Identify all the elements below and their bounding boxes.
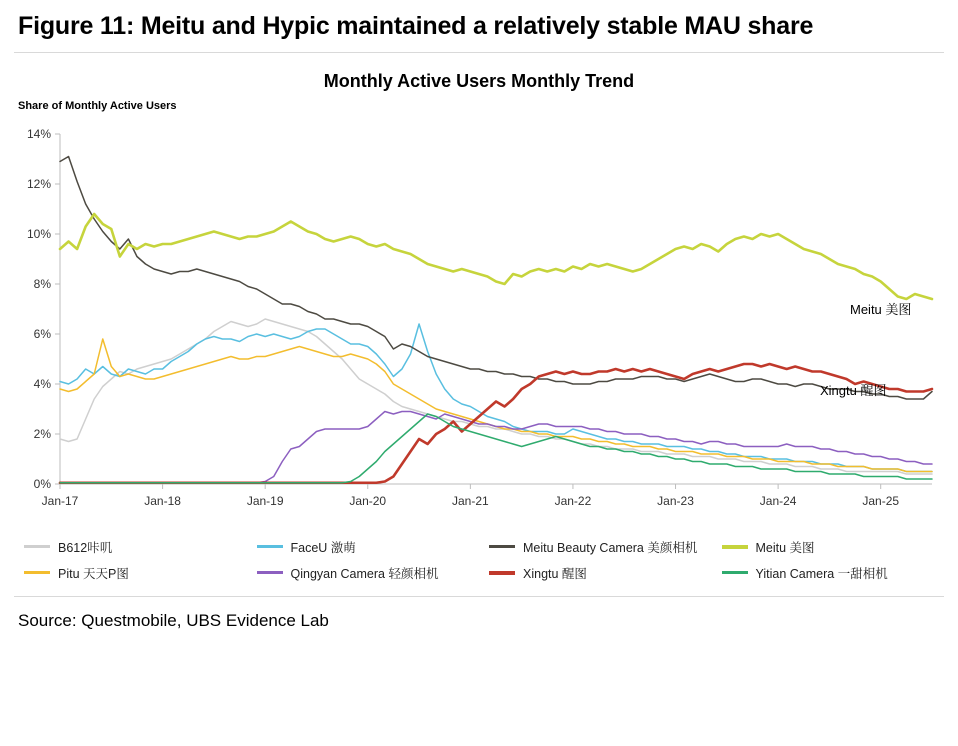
legend-label: Yitian Camera 一甜相机 <box>755 566 888 581</box>
legend-item[interactable] <box>257 538 490 556</box>
legend-label: Meitu 美图 <box>755 540 815 555</box>
series-line <box>60 324 932 472</box>
legend-swatch <box>489 545 515 548</box>
source-divider <box>14 596 944 597</box>
series-line <box>60 364 932 483</box>
x-tick-label: Jan-20 <box>349 493 387 508</box>
legend-swatch <box>257 571 283 574</box>
x-tick-label: Jan-17 <box>41 493 79 508</box>
legend-item[interactable] <box>489 538 722 556</box>
y-tick-label: 10% <box>26 226 51 241</box>
series-line <box>60 339 932 472</box>
chart-title: Monthly Active Users Monthly Trend <box>323 70 635 91</box>
x-tick-label: Jan-21 <box>452 493 489 508</box>
plot-area <box>14 116 944 536</box>
legend-label: Qingyan Camera 轻颜相机 <box>290 566 439 581</box>
y-tick-label: 4% <box>33 376 51 391</box>
legend-item[interactable] <box>24 538 257 556</box>
source-note: Source: Questmobile, UBS Evidence Lab <box>18 610 329 630</box>
series-line <box>60 156 932 399</box>
legend-label: Xingtu 醒图 <box>523 566 587 581</box>
x-tick-label: Jan-22 <box>554 493 592 508</box>
title-divider <box>14 52 944 53</box>
y-tick-label: 6% <box>33 326 51 341</box>
legend-swatch <box>257 545 283 548</box>
y-tick-label: 2% <box>33 426 51 441</box>
legend-label: Pitu 天天P图 <box>58 566 129 581</box>
y-tick-label: 14% <box>26 126 51 141</box>
legend-swatch <box>489 571 515 575</box>
y-tick-label: 0% <box>33 476 51 491</box>
legend-swatch <box>24 571 50 574</box>
x-tick-label: Jan-23 <box>657 493 694 508</box>
legend-item[interactable] <box>722 538 955 556</box>
legend-label: Meitu Beauty Camera 美颜相机 <box>523 540 698 555</box>
legend-item[interactable] <box>257 564 490 582</box>
legend-item[interactable] <box>722 564 955 582</box>
series-line <box>60 214 932 299</box>
legend-swatch <box>722 545 748 549</box>
series-label-xingtu: Xingtu 醒图 <box>820 382 887 398</box>
series-line <box>60 414 932 483</box>
figure-title: Figure 11: Meitu and Hypic maintained a relatively stable MAU share <box>18 12 814 40</box>
legend-item[interactable] <box>24 564 257 582</box>
series-label-meitu: Meitu 美图 <box>850 301 912 317</box>
line-chart <box>14 116 944 536</box>
x-tick-label: Jan-24 <box>759 493 797 508</box>
legend-item[interactable] <box>489 564 722 582</box>
y-tick-label: 8% <box>33 276 51 291</box>
legend-label: B612咔叽 <box>58 540 113 555</box>
legend-swatch <box>24 545 50 548</box>
y-tick-label: 12% <box>26 176 51 191</box>
legend-swatch <box>722 571 748 574</box>
x-tick-label: Jan-19 <box>246 493 284 508</box>
legend-label: FaceU 激萌 <box>290 540 356 555</box>
chart-legend <box>14 538 954 590</box>
series-line <box>60 319 932 474</box>
y-axis-title: Share of Monthly Active Users <box>18 99 177 112</box>
x-tick-label: Jan-25 <box>862 493 900 508</box>
x-tick-label: Jan-18 <box>144 493 181 508</box>
